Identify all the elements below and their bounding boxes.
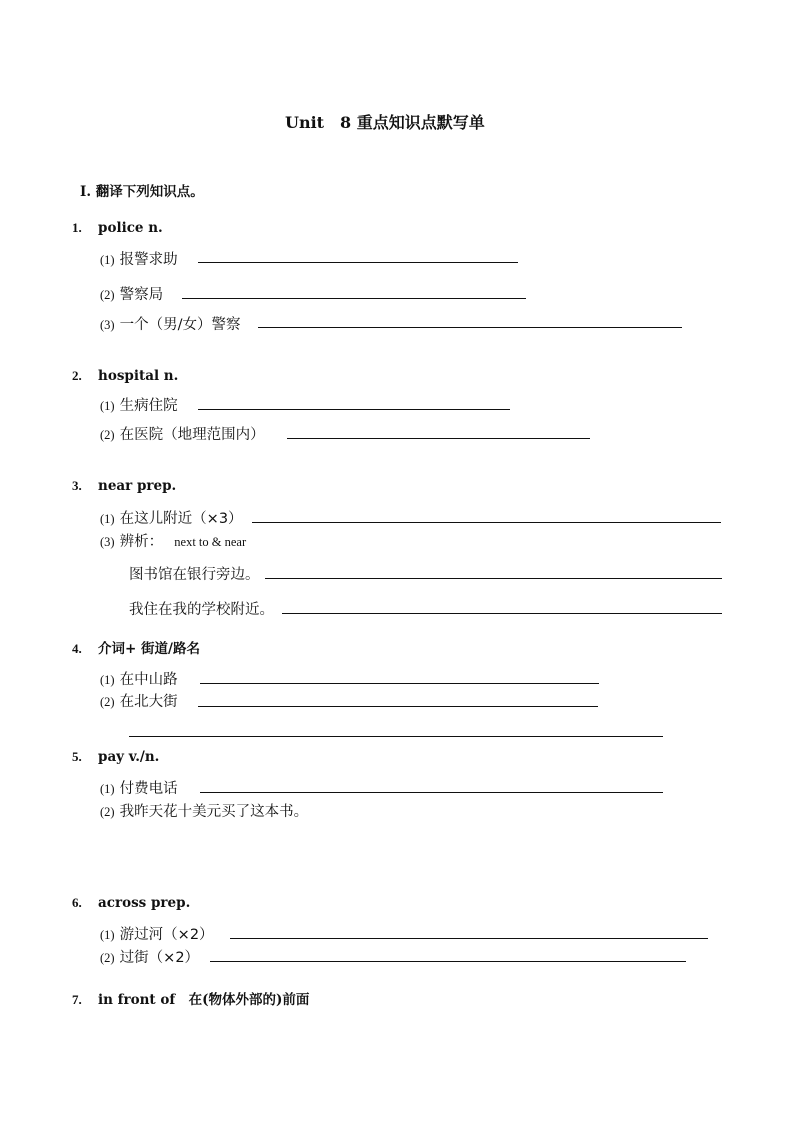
answer-blank[interactable] bbox=[210, 961, 686, 962]
item-word: 介词+ 街道/路名 bbox=[98, 641, 200, 657]
answer-blank[interactable] bbox=[282, 613, 722, 614]
answer-blank[interactable] bbox=[230, 938, 708, 939]
sub-item bbox=[100, 248, 178, 269]
sub-item bbox=[100, 530, 246, 551]
sub-text: 一个（男/女）警察 bbox=[119, 317, 241, 333]
sub-item bbox=[100, 394, 178, 415]
item-4-heading bbox=[72, 637, 200, 657]
sub-item bbox=[100, 690, 178, 711]
item-7-heading bbox=[72, 988, 309, 1008]
item-word: in front of 在(物体外部的)前面 bbox=[98, 992, 310, 1008]
item-word: across prep. bbox=[98, 895, 191, 911]
sub-item bbox=[100, 423, 265, 444]
item-1-heading bbox=[72, 220, 163, 236]
answer-blank[interactable] bbox=[198, 409, 510, 410]
item-number: 5. bbox=[72, 749, 82, 764]
sub-item bbox=[100, 946, 199, 967]
item-word: hospital n. bbox=[98, 368, 179, 384]
sub-number: (2) bbox=[100, 805, 115, 819]
sub-text: 我昨天花十美元买了这本书。 bbox=[119, 804, 309, 820]
item-6-heading bbox=[72, 895, 190, 911]
sub-number: (1) bbox=[100, 399, 115, 413]
sub-item bbox=[100, 800, 308, 821]
item-2-heading bbox=[72, 368, 178, 384]
item-number: 2. bbox=[72, 368, 82, 383]
item-number: 3. bbox=[72, 478, 82, 493]
sub-text: 在医院（地理范围内） bbox=[119, 427, 265, 443]
sentence: 我住在我的学校附近。 bbox=[129, 602, 274, 618]
sub-text: 在北大街 bbox=[119, 694, 178, 710]
sub-item bbox=[100, 668, 178, 689]
item-word: pay v./n. bbox=[98, 749, 160, 765]
item-number: 6. bbox=[72, 895, 82, 910]
section-heading: Ⅰ. 翻译下列知识点。 bbox=[80, 184, 204, 200]
sub-text: 报警求助 bbox=[119, 252, 178, 268]
item-number: 1. bbox=[72, 220, 82, 235]
sub-text: 过街（×2） bbox=[119, 950, 200, 966]
answer-blank[interactable] bbox=[287, 438, 590, 439]
answer-blank[interactable] bbox=[129, 736, 663, 737]
item-number: 4. bbox=[72, 641, 82, 656]
sub-number: (2) bbox=[100, 428, 115, 442]
sub-item bbox=[100, 283, 163, 304]
sub-number: (2) bbox=[100, 951, 115, 965]
item-5-heading bbox=[72, 749, 159, 765]
sub-extra: next to & near bbox=[174, 535, 247, 549]
sub-text: 警察局 bbox=[119, 287, 164, 303]
sub-text: 在中山路 bbox=[119, 672, 178, 688]
sub-number: (1) bbox=[100, 673, 115, 687]
item-word: near prep. bbox=[98, 478, 177, 494]
sub-number: (1) bbox=[100, 253, 115, 267]
answer-blank[interactable] bbox=[200, 792, 663, 793]
item-3-heading bbox=[72, 478, 176, 494]
sub-number: (2) bbox=[100, 695, 115, 709]
sub-number: (1) bbox=[100, 782, 115, 796]
sub-number: (1) bbox=[100, 512, 115, 526]
answer-blank[interactable] bbox=[252, 522, 721, 523]
answer-blank[interactable] bbox=[265, 578, 722, 579]
answer-blank[interactable] bbox=[198, 262, 518, 263]
sub-item bbox=[100, 507, 243, 528]
answer-blank[interactable] bbox=[258, 327, 682, 328]
sub-text: 游过河（×2） bbox=[119, 927, 214, 943]
sub-number: (3) bbox=[100, 535, 115, 549]
sub-number: (3) bbox=[100, 318, 115, 332]
item-word: police n. bbox=[98, 220, 163, 236]
sub-text: 付费电话 bbox=[119, 781, 178, 797]
sub-number: (2) bbox=[100, 288, 115, 302]
answer-blank[interactable] bbox=[198, 706, 598, 707]
sub-item bbox=[100, 923, 214, 944]
page-title: Unit 8 重点知识点默写单 bbox=[285, 113, 485, 132]
sub-item bbox=[100, 313, 241, 334]
sub-text: 在这儿附近（×3） bbox=[119, 511, 243, 527]
sub-text: 生病住院 bbox=[119, 398, 178, 414]
sub-item bbox=[100, 777, 178, 798]
sub-number: (1) bbox=[100, 928, 115, 942]
sentence: 图书馆在银行旁边。 bbox=[129, 567, 260, 583]
sub-text: 辨析： bbox=[119, 534, 164, 550]
answer-blank[interactable] bbox=[200, 683, 599, 684]
item-number: 7. bbox=[72, 992, 82, 1007]
answer-blank[interactable] bbox=[182, 298, 526, 299]
